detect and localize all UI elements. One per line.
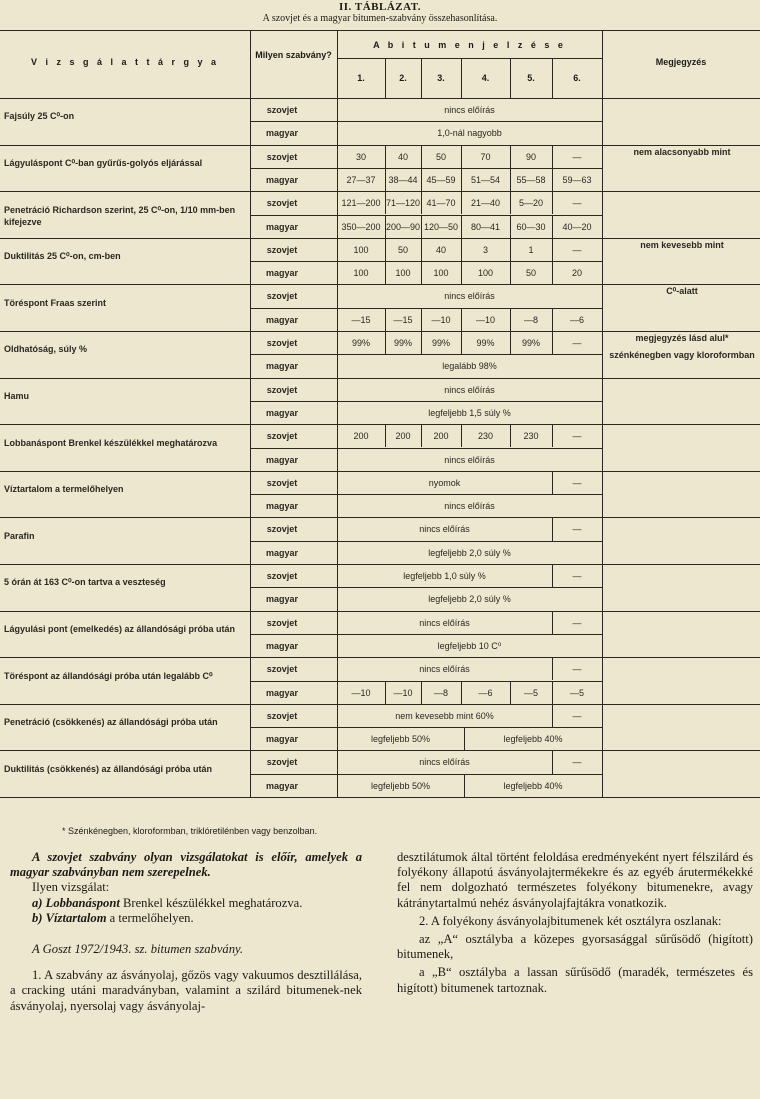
value-cell: 121—200 [341,198,381,209]
rule [250,168,602,169]
row-subject: Duktilitás 25 C⁰-on, cm-ben [4,251,121,262]
header-col-2: 2. [399,73,407,83]
value-span: legfeljebb 2,0 súly % [428,594,511,605]
value-span: nincs előírás [419,757,470,768]
value-cell: 99% [351,338,370,348]
value-cell: 230 [477,431,494,442]
value-cell: 55—58 [516,174,546,185]
value-cell: 200 [395,431,411,442]
rule [0,657,760,658]
value-cell: 50 [525,268,536,279]
std-hun: magyar [265,780,299,791]
rule [0,191,760,192]
rule [250,121,602,122]
row-subject: Hamu [4,390,30,401]
std-hun: magyar [265,174,299,185]
value-cell: 45—59 [426,174,456,185]
row-subject: Lobbanáspont Brenkel készülékkel meghatározva [4,437,218,448]
value-cell: 120—50 [423,221,459,232]
row-note: nem kevesebb mint [640,239,724,250]
std-sov: szovjet [266,617,298,628]
value-cell: — [572,617,582,628]
value-cell: —5 [523,687,538,698]
value-cell: — [572,757,582,768]
value-split: legfeljebb 40% [503,734,563,745]
rule [0,331,760,332]
paragraph: Ilyen vizsgálat: [32,880,110,895]
row-subject: Oldhatóság, súly % [4,344,88,355]
rule [250,308,602,309]
row-note: szénkénegben vagy kloroformban [609,350,755,361]
value-cell: —8 [523,314,538,325]
value-cell: —5 [569,687,584,698]
header-standard: Milyen szabvány? [255,50,332,60]
value-cell: 70 [480,151,491,162]
value-cell: — [572,664,582,675]
std-hun: magyar [265,268,299,279]
std-hun: magyar [265,594,299,605]
row-note: C⁰-alatt [666,286,698,297]
value-cell: —8 [433,687,448,698]
row-subject: Lágyulási pont (emelkedés) az állandósági próba után [4,623,236,634]
paragraph [10,911,362,926]
value-cell: — [572,477,582,488]
value-span: nincs előírás [444,454,495,465]
value-span: nincs előírás [444,105,495,115]
value-cell: 60—30 [516,221,546,232]
std-sov: szovjet [266,571,298,581]
row-subject: Penetráció (csökkenés) az állandósági próba után [4,717,218,728]
table-subtitle: A szovjet és a magyar bitumen-szabvány összehasonlítása. [262,13,498,24]
comparison-table [0,30,760,818]
rule [250,681,602,682]
rule [0,704,760,705]
value-cell: — [572,244,582,255]
value-cell: —10 [475,314,495,325]
std-hun: magyar [265,314,299,325]
value-cell: 99% [431,338,450,348]
value-cell: 38—44 [388,174,418,185]
std-sov: szovjet [266,338,298,348]
paragraph: az „A“ osztályba a közepes gyorsasággal sűrűsödő (higított) bitumenek, [397,932,753,962]
value-cell: 50 [397,244,408,255]
paragraph: desztilátumok által történt feloldása eredményeként nyert félszilárd és folyékony állapotú ásványolajtermékekre és az egyéb árutermékekké fel nem dolgozható természetes folyékony bitumenekre, avagy kátránytartalmú nehéz ásványolajfajtákra vonatkozik. [397,850,753,910]
rule [0,30,760,31]
rule [0,284,760,285]
value-span: legfeljebb 2,0 súly % [428,547,511,558]
row-subject: Víztartalom a termelőhelyen [4,484,124,495]
value-cell: —10 [431,314,451,325]
value-span: nyomok [428,477,461,488]
text: Brenkel készülékkel meghatározva. [119,895,303,910]
rule [0,750,760,751]
value-cell: — [572,338,582,348]
std-sov: szovjet [266,198,298,209]
paragraph: A szovjet szabvány olyan vizsgálatokat is előír, amelyek a magyar szabványban nem szerepelnek. [10,850,362,880]
value-cell: —6 [569,314,584,325]
std-hun: magyar [265,361,299,372]
value-span: nincs előírás [444,291,495,302]
std-hun: magyar [265,687,299,698]
row-note: megjegyzés lásd alul* [635,333,729,343]
std-hun: magyar [265,501,299,512]
std-sov: szovjet [266,757,298,768]
value-span: nincs előírás [419,617,470,628]
value-span: nem kevesebb mint 60% [395,710,494,721]
std-sov: szovjet [266,710,298,721]
rule [250,587,602,588]
std-sov: szovjet [266,105,298,115]
value-split: legfeljebb 50% [370,780,431,791]
header-col-1: 1. [357,73,365,83]
value-cell: 99% [521,338,540,348]
value-cell: 1 [528,244,534,255]
std-sov: szovjet [266,431,298,442]
rule [250,774,602,775]
value-cell: 20 [571,268,582,279]
value-cell: — [572,524,582,535]
header-col-3: 3. [437,73,445,83]
row-subject: Parafin [4,530,35,541]
rule [250,727,602,728]
std-hun: magyar [265,734,299,745]
value-cell: 30 [355,151,366,162]
std-hun: magyar [265,640,299,651]
std-sov: szovjet [266,664,298,675]
header-col-6: 6. [573,73,581,83]
rule [0,238,760,239]
rule [0,797,760,798]
value-cell: 100 [353,244,369,255]
row-note: nem alacsonyabb mint [633,146,731,157]
rule [0,98,760,99]
rule [250,354,602,355]
std-hun: magyar [265,128,299,139]
rule [0,471,760,472]
header-note: Megjegyzés [655,57,707,67]
term: a) Lobbanáspont [32,895,120,910]
rule [0,145,760,146]
rule [0,564,760,565]
value-cell: —10 [351,687,371,698]
rule [250,215,602,216]
value-span: legfeljebb 1,0 súly % [403,571,486,581]
table-title: II. TÁBLÁZAT. [339,1,421,13]
std-hun: magyar [265,547,299,558]
value-cell: 100 [433,268,449,279]
value-span: nincs előírás [419,524,470,535]
value-cell: 50 [435,151,446,162]
value-cell: —15 [351,314,371,325]
rule [337,58,602,59]
value-cell: 40—20 [562,221,592,232]
value-span: legfeljebb 10 C⁰ [437,640,502,651]
value-span: nincs előírás [444,384,495,395]
term: b) Víztartalom [32,910,107,925]
value-cell: 5—20 [518,198,544,209]
value-split: legfeljebb 40% [503,780,563,791]
rule [0,517,760,518]
row-subject: Lágyuláspont C⁰-ban gyűrűs-golyós eljárással [4,157,203,168]
std-hun: magyar [265,407,299,418]
value-cell: 350—200 [341,221,381,232]
value-cell: 21—40 [470,198,501,209]
value-cell: 27—37 [346,174,376,185]
text: a termelőhelyen. [106,910,194,925]
std-sov: szovjet [266,477,298,488]
value-cell: 90 [525,151,536,162]
value-cell: — [572,571,582,581]
paragraph: 1. A szabvány az ásványolaj, gőzös vagy vakuumos desztillálása, a cracking utáni maradványban, valamint a szilárd bitumenek-nek ásványolaj, nyersolaj vagy ásványolaj- [10,968,362,1013]
rule [0,611,760,612]
value-cell: 40 [435,244,446,255]
value-cell: 40 [397,151,408,162]
rule [250,541,602,542]
row-subject: Penetráció Richardson szerint, 25 C⁰-on, 1/10 mm-ben kifejezve [4,204,236,227]
value-span: nincs előírás [444,501,495,512]
value-cell: 100 [477,268,494,279]
std-sov: szovjet [266,524,298,535]
value-cell: 200 [433,431,449,442]
value-cell: —10 [393,687,413,698]
rule [0,424,760,425]
std-sov: szovjet [266,384,298,395]
row-subject: Duktilitás (csökkenés) az állandósági próba után [4,763,213,774]
std-hun: magyar [265,221,299,232]
rule [250,261,602,262]
value-cell: 80—41 [470,221,501,232]
std-sov: szovjet [266,291,298,302]
header-col-5: 5. [527,73,535,83]
value-split: legfeljebb 50% [370,734,431,745]
value-span: nincs előírás [419,664,470,675]
value-cell: — [572,710,582,721]
value-cell: 51—54 [470,174,501,185]
row-subject: Fajsúly 25 C⁰-on [4,111,75,122]
row-subject: Töréspont az állandósági próba után legalább C⁰ [4,670,213,681]
value-span: 1,0-nál nagyobb [437,128,502,139]
footnote: * Szénkénegben, kloroformban, triklóretilénben vagy benzolban. [62,826,318,836]
row-subject: Töréspont Fraas szerint [4,297,107,308]
header-col-4: 4. [481,73,490,83]
std-sov: szovjet [266,151,298,162]
value-cell: 59—63 [562,174,592,185]
right-column [397,850,753,996]
rule [250,494,602,495]
value-cell: — [572,431,582,442]
rule [250,634,602,635]
header-subject: V i z s g á l a t t á r g y a [30,57,220,67]
header-bitumen: A b i t u m e n j e l z é s e [373,40,566,50]
value-cell: — [572,151,582,162]
rule [0,378,760,379]
value-cell: 100 [353,268,369,279]
rule [250,401,602,402]
value-cell: — [572,198,582,209]
value-cell: —15 [393,314,413,325]
rule [250,448,602,449]
value-span: legalább 98% [442,361,497,372]
left-column [10,850,362,1014]
value-cell: 41—70 [426,198,456,209]
paragraph: 2. A folyékony ásványolajbitumenek két osztályra oszlanak: [419,913,722,928]
value-span: legfeljebb 1,5 súly % [428,407,511,418]
value-cell: 230 [523,431,539,442]
std-sov: szovjet [266,244,298,255]
value-cell: —6 [478,687,493,698]
value-cell: 100 [395,268,411,279]
value-cell: 99% [476,338,495,348]
row-subject: 5 órán át 163 C⁰-on tartva a veszteség [4,577,166,588]
value-cell: 71—120 [385,198,421,209]
value-cell: 3 [482,244,488,255]
paragraph [10,896,362,911]
paragraph: a „B“ osztályba a lassan sűrűsödő (maradék, természetes és higított) bitumenek tartoznak. [397,965,753,995]
value-cell: 99% [393,338,412,348]
value-cell: 200 [353,431,369,442]
std-hun: magyar [265,454,299,465]
value-cell: 200—90 [385,221,421,232]
section-heading: A Goszt 1972/1943. sz. bitumen szabvány. [32,942,244,957]
